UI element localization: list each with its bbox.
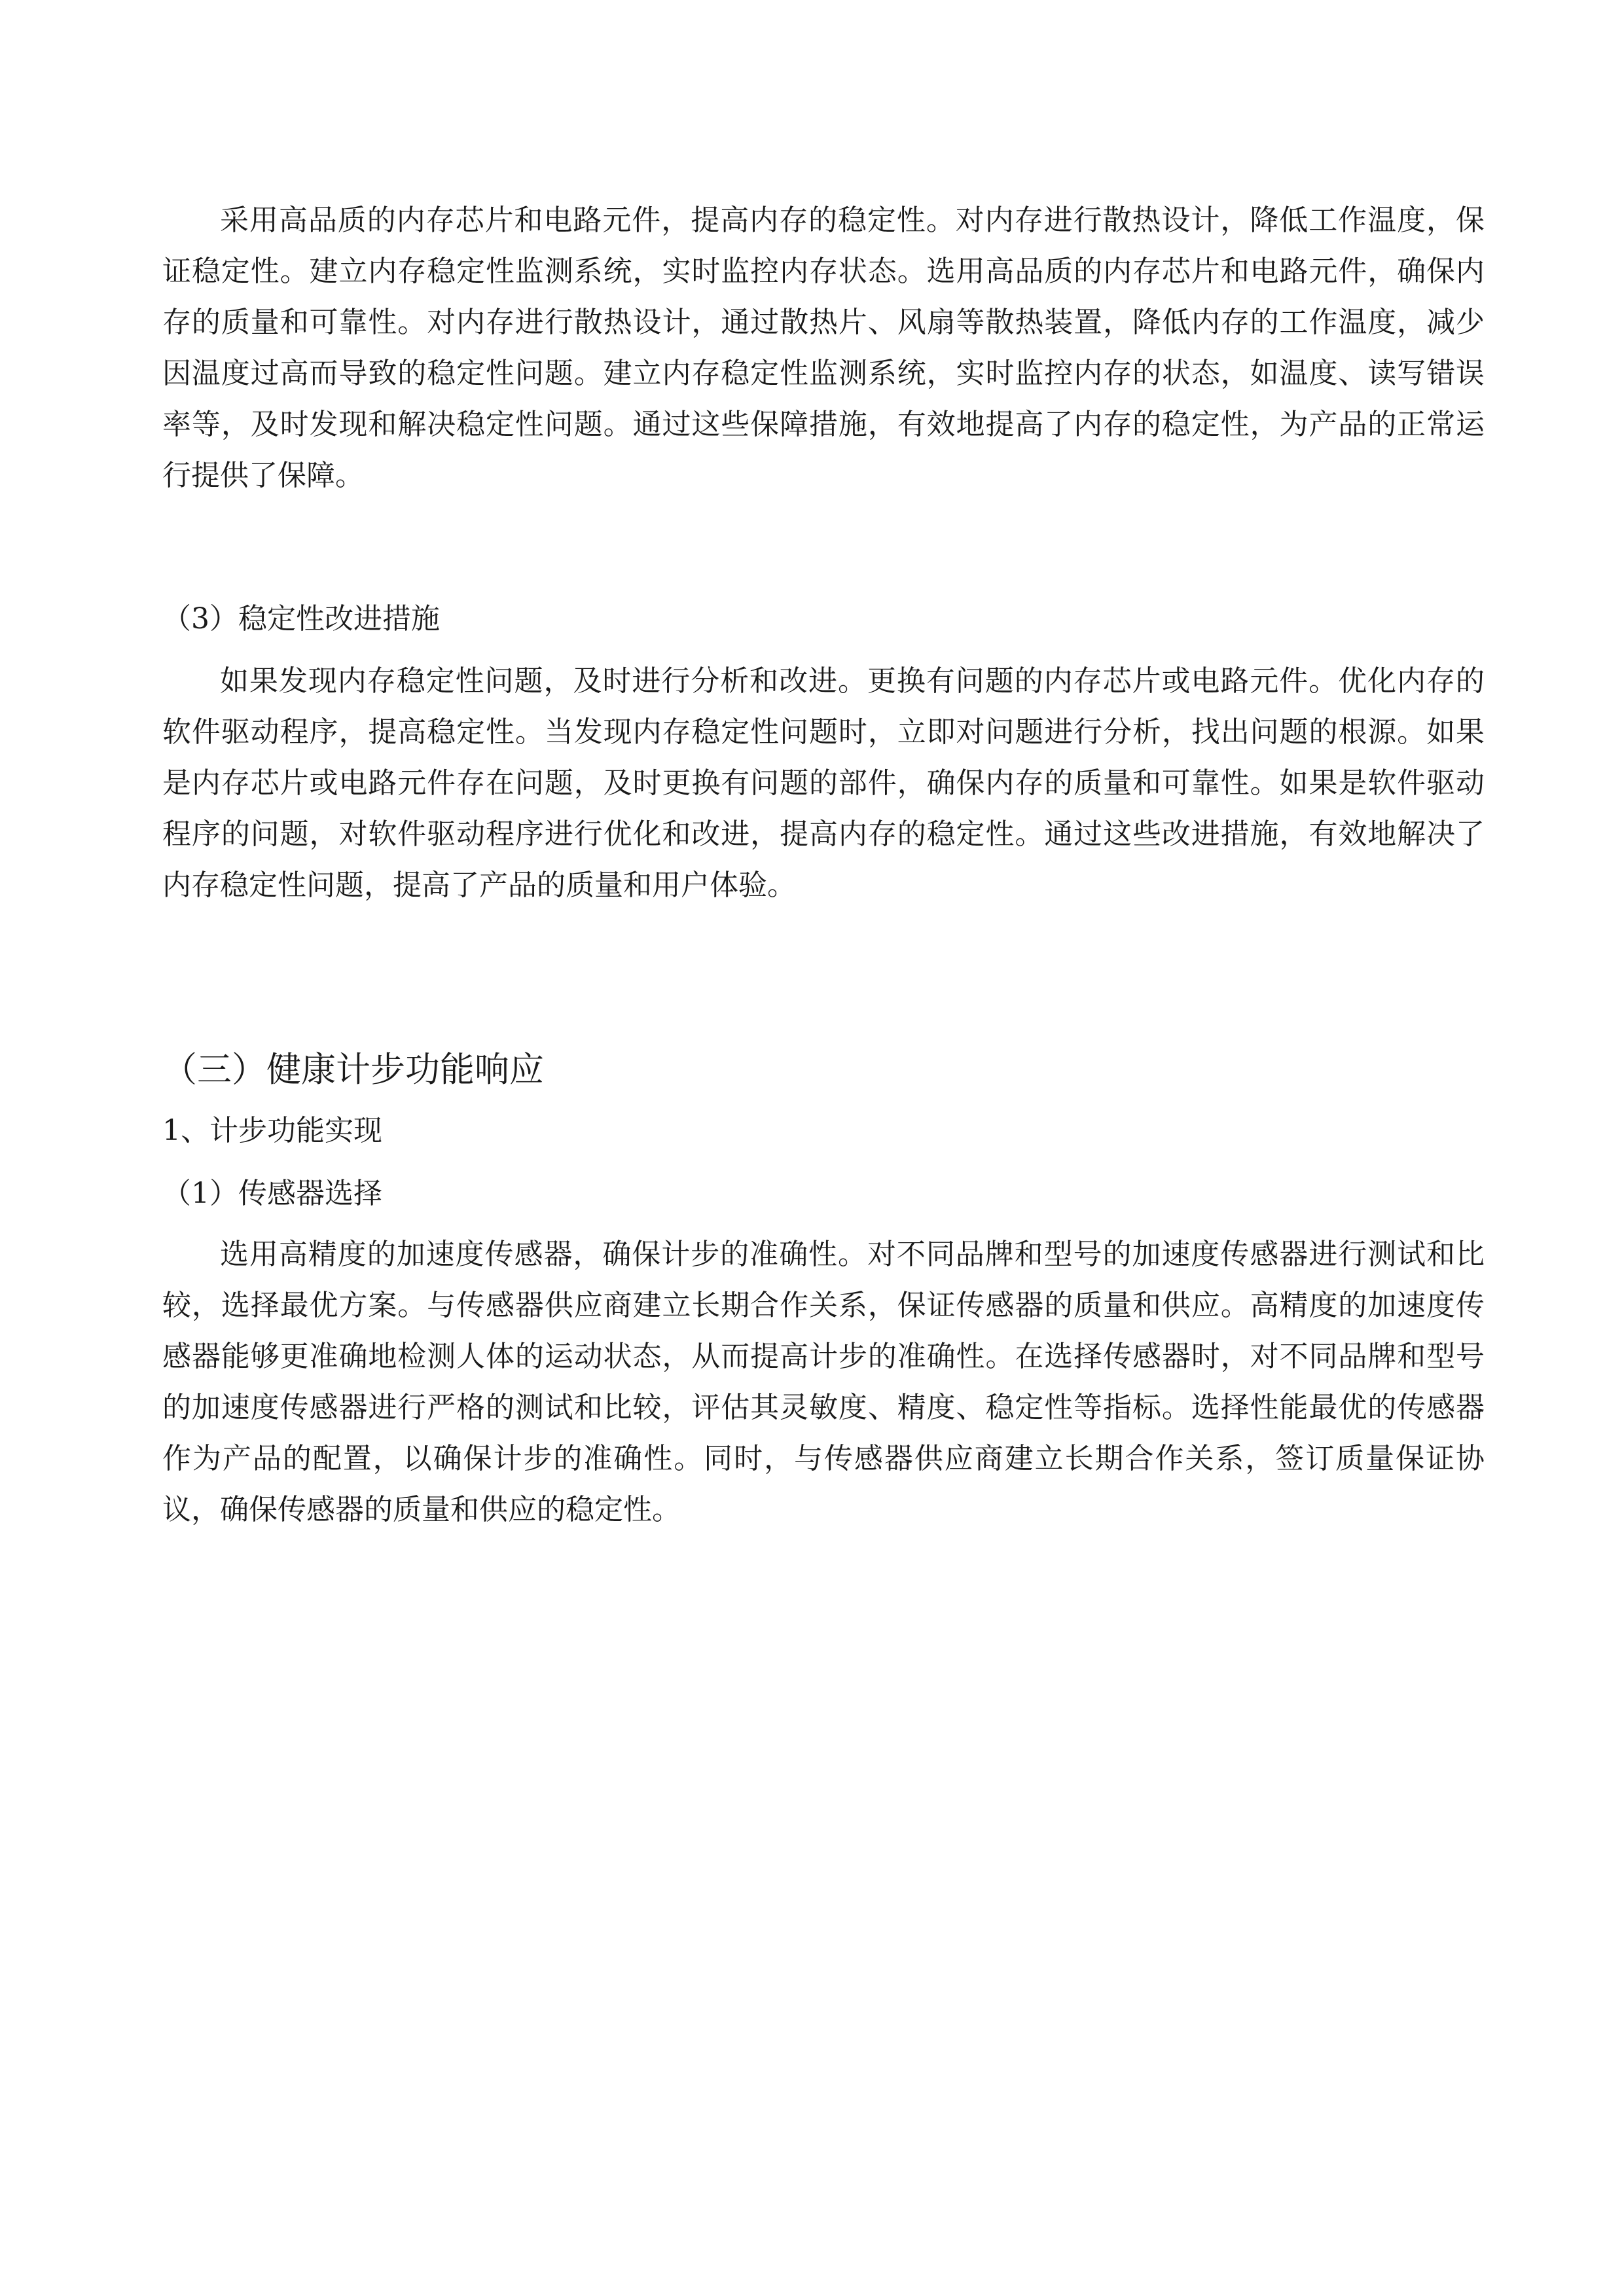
section-heading-health-step: （三）健康计步功能响应 <box>162 1050 544 1090</box>
subheading-step-function: 1、计步功能实现 <box>162 1114 382 1147</box>
paragraph-sensor-selection: 选用高精度的加速度传感器，确保计步的准确性。对不同品牌和型号的加速度传感器进行测试和比较，选择最优方案。与传感器供应商建立长期合作关系，保证传感器的质量和供应。高精度的加速度传感器能够更准确地检测人体的运动状态，从而提高计步的准确性。在选择传感器时，对不同品牌和型号的加速度传感器进行严格的测试和比较，评估其灵敏度、精度、稳定性等指标。选择性能最优的传感器作为产品的配置，以确保计步的准确性。同时，与传感器供应商建立长期合作关系，签订质量保证协议，确保传感器的质量和供应的稳定性。 <box>162 1238 1485 1526</box>
paragraph-memory-stability-measures: 采用高品质的内存芯片和电路元件，提高内存的稳定性。对内存进行散热设计，降低工作温度，保证稳定性。建立内存稳定性监测系统，实时监控内存状态。选用高品质的内存芯片和电路元件，确保内存的质量和可靠性。对内存进行散热设计，通过散热片、风扇等散热装置，降低内存的工作温度，减少因温度过高而导致的稳定性问题。建立内存稳定性监测系统，实时监控内存的状态，如温度、读写错误率等，及时发现和解决稳定性问题。通过这些保障措施，有效地提高了内存的稳定性，为产品的正常运行提供了保障。 <box>162 204 1485 492</box>
subheading-sensor-selection: （1）传感器选择 <box>162 1177 382 1210</box>
paragraph-stability-improvement: 如果发现内存稳定性问题，及时进行分析和改进。更换有问题的内存芯片或电路元件。优化内存的软件驱动程序，提高稳定性。当发现内存稳定性问题时，立即对问题进行分析，找出问题的根源。如果是内存芯片或电路元件存在问题，及时更换有问题的部件，确保内存的质量和可靠性。如果是软件驱动程序的问题，对软件驱动程序进行优化和改进，提高内存的稳定性。通过这些改进措施，有效地解决了内存稳定性问题，提高了产品的质量和用户体验。 <box>162 664 1485 902</box>
subheading-stability-improvement: （3）稳定性改进措施 <box>162 602 440 636</box>
